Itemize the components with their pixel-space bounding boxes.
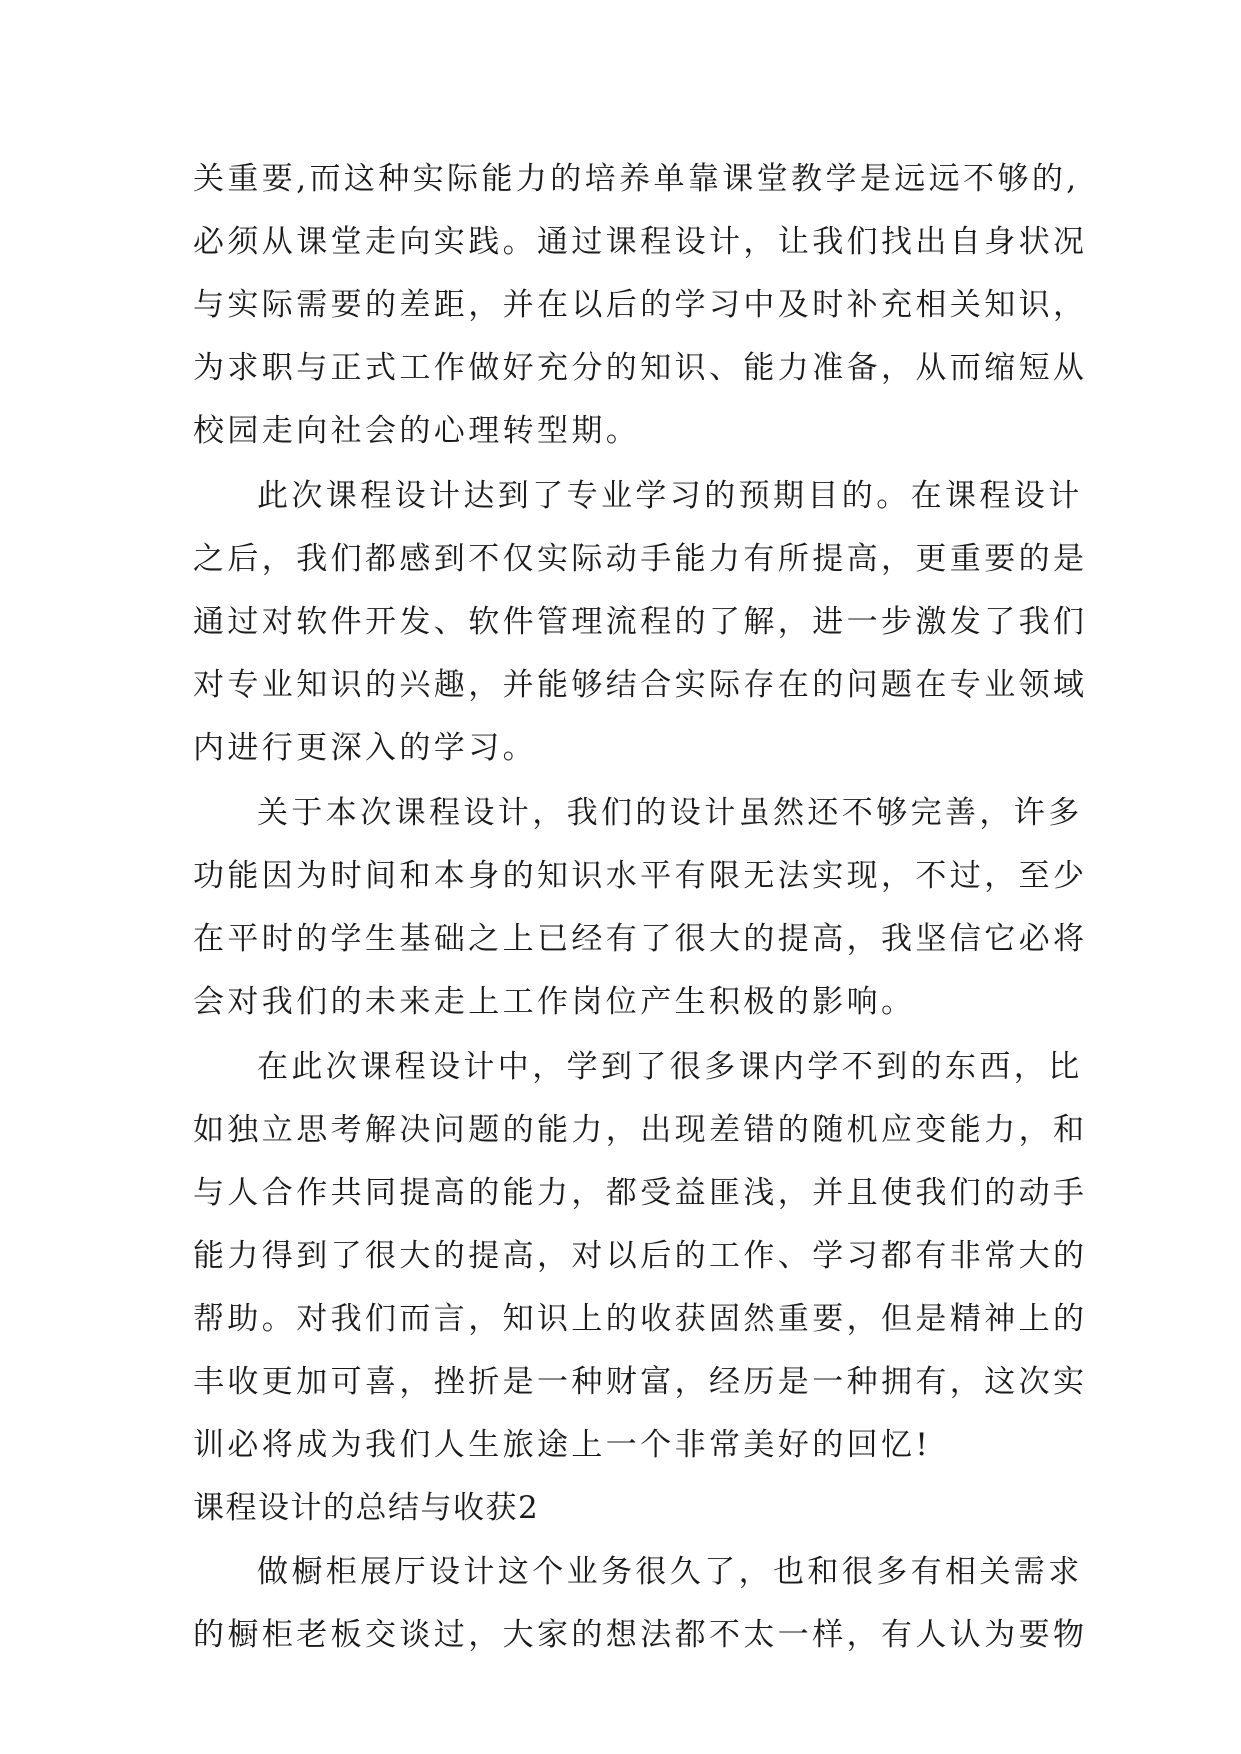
paragraph-first-line: 做橱柜展厅设计这个业务很久了，也和很多有相关需求 [257, 1554, 1083, 1590]
paragraph-first-line: 在此次课程设计中，学到了很多课内学不到的东西，比 [257, 1049, 1083, 1085]
text-line: 对专业知识的兴趣，并能够结合实际存在的问题在专业领域 [193, 667, 1088, 703]
text-line: 为求职与正式工作做好充分的知识、能力准备，从而缩短从 [193, 350, 1088, 386]
paragraph-first-line: 此次课程设计达到了专业学习的预期目的。在课程设计 [257, 478, 1083, 514]
text-line: 关重要,而这种实际能力的培养单靠课堂教学是远远不够的, [193, 161, 1080, 197]
text-line: 的橱柜老板交谈过，大家的想法都不太一样，有人认为要物 [193, 1617, 1088, 1653]
text-line: 之后，我们都感到不仅实际动手能力有所提高，更重要的是 [193, 541, 1088, 577]
text-line: 与人合作共同提高的能力，都受益匪浅，并且使我们的动手 [193, 1175, 1088, 1211]
text-line: 帮助。对我们而言，知识上的收获固然重要，但是精神上的 [193, 1301, 1088, 1337]
text-line: 必须从课堂走向实践。通过课程设计，让我们找出自身状况 [193, 224, 1088, 260]
text-line: 能力得到了很大的提高，对以后的工作、学习都有非常大的 [193, 1238, 1088, 1274]
paragraph-first-line: 关于本次课程设计，我们的设计虽然还不够完善，许多 [257, 795, 1083, 831]
text-line: 校园走向社会的心理转型期。 [193, 413, 641, 449]
text-line: 在平时的学生基础之上已经有了很大的提高，我坚信它必将 [193, 921, 1088, 957]
text-line: 训必将成为我们人生旅途上一个非常美好的回忆! [193, 1427, 932, 1463]
text-line: 如独立思考解决问题的能力，出现差错的随机应变能力，和 [193, 1112, 1088, 1148]
text-line: 丰收更加可喜，挫折是一种财富，经历是一种拥有，这次实 [193, 1364, 1088, 1400]
section-heading: 课程设计的总结与收获2 [193, 1490, 540, 1526]
text-line: 内进行更深入的学习。 [193, 730, 537, 766]
text-line: 会对我们的未来走上工作岗位产生积极的影响。 [193, 984, 916, 1020]
text-line: 通过对软件开发、软件管理流程的了解，进一步激发了我们 [193, 604, 1088, 640]
text-line: 与实际需要的差距，并在以后的学习中及时补充相关知识， [193, 287, 1088, 323]
text-line: 功能因为时间和本身的知识水平有限无法实现，不过，至少 [193, 858, 1088, 894]
